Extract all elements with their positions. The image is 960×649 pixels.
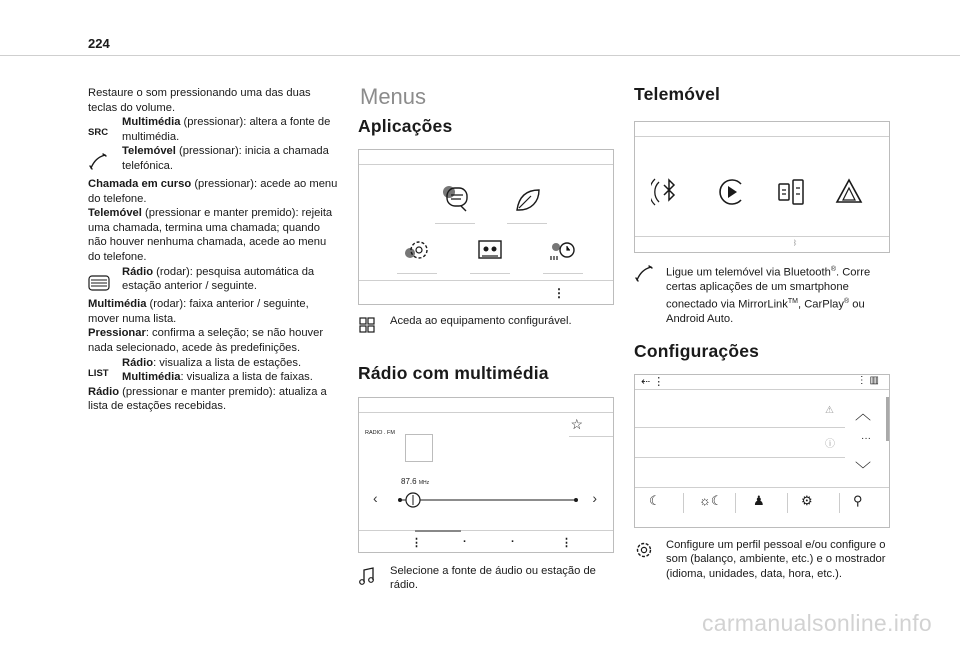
phone-caption-row: [634, 263, 890, 327]
radio-hold-text: (pressionar e manter premido): atualiza a lista de estações recebidas.: [88, 385, 327, 413]
phone-caption-reg-2: ®: [844, 297, 850, 305]
phone-config-column: [634, 84, 890, 582]
phone-caption-part-4: ou Android Auto.: [666, 298, 865, 326]
clock-app-icon[interactable]: [543, 230, 583, 270]
phone-caption-part-2: . Corre certas aplicações de um smartphone conectado via MirrorLink: [666, 266, 871, 311]
src-entry: [88, 115, 340, 144]
user-app-icon[interactable]: [470, 230, 510, 270]
config-caption-row: [634, 538, 890, 582]
page-number: 224: [88, 36, 110, 51]
scrollbar[interactable]: [886, 397, 889, 441]
mm-rotate-paragraph: [88, 297, 340, 326]
phone-bold: Telemóvel: [122, 145, 176, 158]
station-artwork: [405, 434, 433, 462]
bluetooth-small-icon: ᛒ: [793, 240, 798, 247]
radio-hold-paragraph: [88, 385, 340, 414]
radio-dot-1[interactable]: ·: [463, 535, 467, 548]
apps-caption-row: [358, 314, 616, 339]
profile-icon[interactable]: ♟: [753, 492, 765, 508]
config-caption: Configure um perfil pessoal e/ou configure o som (balanço, ambiente, etc.) e o mostrador (idioma, unidades, data, hora, etc.).: [666, 538, 886, 581]
list-mm-text: : visualiza a lista de faixas.: [180, 371, 313, 384]
phone-caption-tm: TM: [787, 297, 798, 305]
phone-caption-reg: ®: [830, 266, 836, 273]
src-bold: Multimédia: [122, 116, 181, 129]
settings-app-icon[interactable]: [397, 230, 437, 270]
config-screen: [634, 374, 890, 528]
call-text: (pressionar): acede ao menu do telefone.: [88, 177, 338, 205]
next-station-button[interactable]: ›: [592, 489, 597, 506]
scroll-down-button[interactable]: ﹀: [855, 461, 872, 479]
phone-caption-part-3: , CarPlay: [797, 298, 844, 311]
warning-icon: ⚠: [825, 404, 834, 416]
radio-wheel-icon: [88, 265, 122, 298]
apps-caption: Aceda ao equipamento configurável.: [390, 315, 572, 327]
radio-dot-2[interactable]: ·: [511, 535, 515, 548]
phone-handset-icon: [88, 144, 122, 177]
apps-grid-icon: [358, 314, 390, 339]
press-paragraph: [88, 326, 340, 355]
more-dots[interactable]: ···: [861, 432, 871, 444]
connect-app-icon[interactable]: [435, 180, 475, 220]
favorite-star-icon[interactable]: ☆: [570, 415, 583, 432]
press-text: : confirma a seleção; se não houver nada selecionado, acede às predefinições.: [88, 327, 324, 354]
android-auto-icon[interactable]: [833, 176, 865, 208]
previous-station-button[interactable]: ‹: [373, 489, 378, 506]
music-note-icon: [358, 564, 390, 593]
frequency-readout: [401, 477, 429, 486]
location-icon[interactable]: ⚲: [853, 492, 863, 508]
list-radio-bold: Rádio: [122, 356, 154, 369]
day-night-icon[interactable]: ☼☾: [699, 492, 723, 508]
mm-rotate-bold: Multimédia: [88, 298, 147, 311]
phone-hold-text: (pressionar e manter premido): rejeita uma chamada, termina uma chamada; quando não houver nenhuma chamada, acede ao menu do telefone.: [88, 207, 333, 263]
gear-icon: [634, 538, 666, 582]
src-key-icon: SRC: [88, 127, 109, 139]
call-paragraph: [88, 177, 340, 206]
radio-menu-dots-left[interactable]: ⋮: [411, 536, 422, 549]
apps-menu-dots[interactable]: ⋮: [553, 286, 565, 300]
eco-app-icon[interactable]: [507, 180, 547, 220]
frequency-value: 87.6: [401, 476, 417, 486]
list-mm-bold: Multimédia: [122, 371, 181, 384]
radio-caption: Selecione a fonte de áudio ou estação de rádio.: [390, 564, 596, 592]
config-menu-dots[interactable]: ⋮ ▥: [856, 374, 879, 386]
watermark: carmanualsonline.info: [701, 610, 932, 636]
config-heading: Configurações: [634, 340, 760, 361]
radio-bold: Rádio: [122, 265, 154, 278]
radio-source-label: RADIO . FM: [365, 429, 395, 436]
list-radio-text: : visualiza a lista de estações.: [153, 356, 302, 369]
phone-text: (pressionar): inicia a chamada telefónica.: [122, 145, 329, 172]
radio-heading: Rádio com multimédia: [358, 362, 549, 383]
press-bold: Pressionar: [88, 327, 146, 340]
header-rule: [0, 55, 960, 56]
volume-paragraph: Restaure o som pressionando uma das duas teclas do volume.: [88, 87, 311, 114]
phone-hold-paragraph: [88, 206, 340, 264]
controls-column: [88, 86, 340, 414]
radio-screen: [358, 397, 614, 553]
phone-caption-part-1: Ligue um telemóvel via Bluetooth: [666, 266, 831, 279]
mirrorlink-icon[interactable]: [775, 176, 807, 208]
call-bold: Chamada em curso: [88, 177, 192, 190]
phone-handset-icon-2: [634, 263, 666, 327]
list-key-icon: LIST: [88, 367, 109, 379]
carplay-icon[interactable]: [715, 176, 747, 208]
list-entry: [88, 356, 340, 385]
phone-screen: [634, 121, 890, 253]
src-text: (pressionar): altera a fonte de multimédia.: [122, 116, 331, 143]
radio-caption-row: [358, 564, 616, 593]
apps-screen: [358, 149, 614, 305]
radio-menu-dots-right[interactable]: ⋮: [561, 536, 572, 549]
settings-gear-icon[interactable]: ⚙: [801, 492, 813, 508]
frequency-unit: MHz: [418, 479, 430, 486]
phone-heading: Telemóvel: [634, 84, 721, 104]
phone-caption: [666, 263, 890, 327]
info-icon: ⓘ: [825, 438, 835, 450]
menus-column: [358, 84, 616, 593]
frequency-slider[interactable]: [395, 490, 581, 510]
radio-entry: [88, 265, 340, 298]
menus-title: Menus: [360, 84, 427, 109]
bluetooth-icon[interactable]: [651, 174, 687, 210]
back-arrow-icon[interactable]: ⇠ ⋮: [641, 375, 665, 388]
radio-text: (rodar): pesquisa automática da estação anterior / seguinte.: [122, 265, 315, 293]
night-mode-icon[interactable]: ☾: [649, 492, 661, 508]
apps-heading: Aplicações: [358, 116, 453, 136]
radio-hold-bold: Rádio: [88, 385, 120, 398]
mm-rotate-text: (rodar): faixa anterior / seguinte, mover numa lista.: [88, 298, 309, 325]
phone-hold-bold: Telemóvel: [88, 207, 142, 220]
phone-entry: [88, 144, 340, 177]
scroll-up-button[interactable]: ︿: [855, 405, 872, 423]
